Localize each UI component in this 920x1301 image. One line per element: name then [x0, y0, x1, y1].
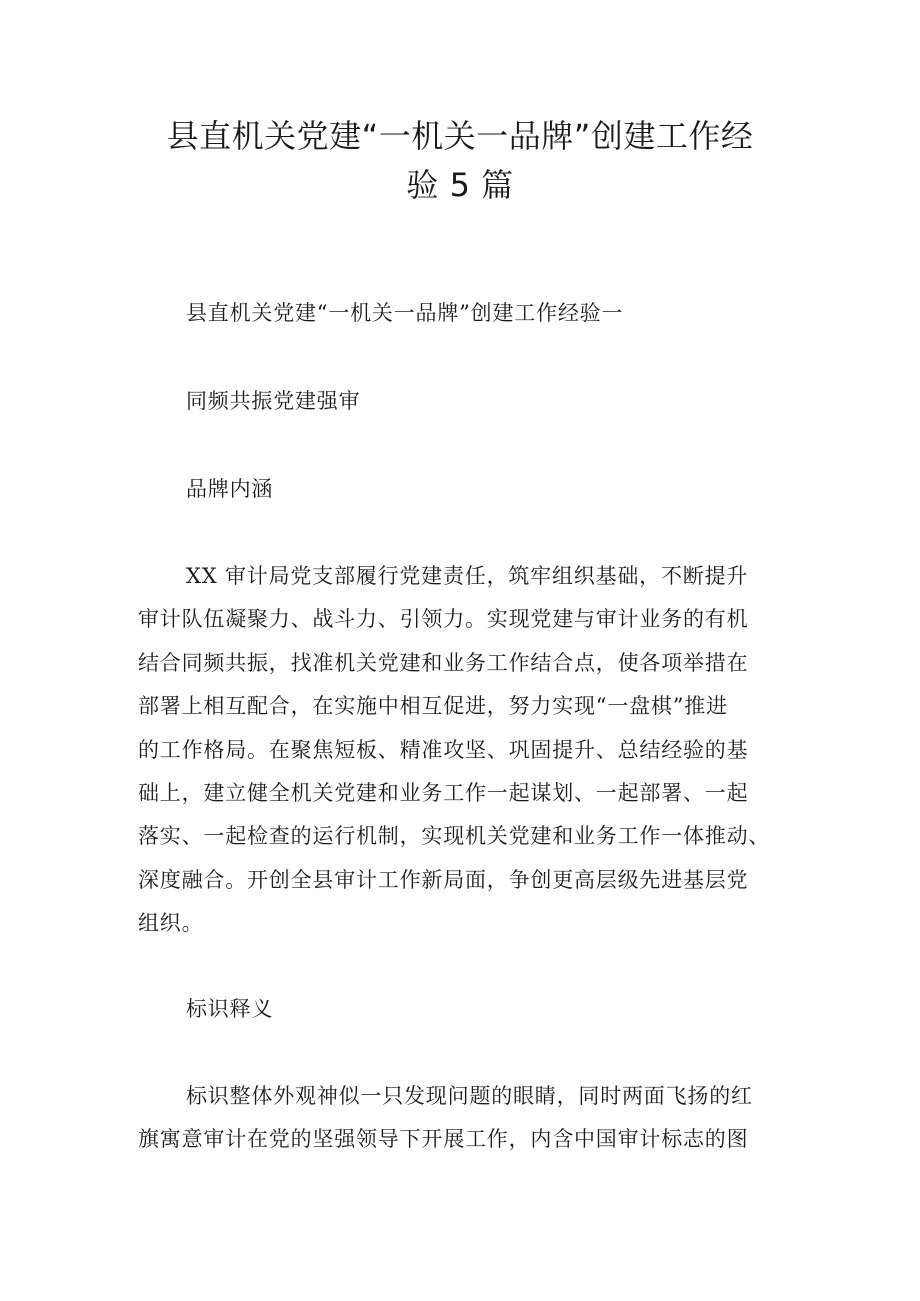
paragraph-logo-meaning [138, 1075, 788, 1162]
document-subtitle: 县直机关党建“一机关一品牌”创建工作经验一 [186, 301, 624, 325]
document-title [100, 112, 820, 210]
paragraph-line: 组织。 [138, 911, 204, 936]
document-title-line-2: 验 5 篇 [406, 166, 514, 204]
paragraph-line: 标识整体外观神似一只发现问题的眼睛，同时两面飞扬的红 [186, 1084, 753, 1108]
section-heading-logo-meaning: 标识释义 [186, 997, 274, 1021]
paragraph-line: 审计队伍凝聚力、战斗力、引领力。实现党建与审计业务的有机 [138, 607, 749, 632]
paragraph-line: 础上，建立健全机关党建和业务工作一起谋划、一起部署、一起 [138, 781, 749, 806]
paragraph-line: 旗寓意审计在党的坚强领导下开展工作，内含中国审计标志的图 [138, 1127, 749, 1152]
section-heading-pinpai-neihan: 品牌内涵 [186, 477, 274, 501]
paragraph-line: XX 审计局党支部履行党建责任，筑牢组织基础，不断提升 [186, 564, 749, 588]
paragraph-line: 结合同频共振，找准机关党建和业务工作结合点，使各项举措在 [138, 650, 749, 675]
document-title-line-1: 县直机关党建“一机关一品牌”创建工作经 [166, 117, 754, 155]
paragraph-line: 深度融合。开创全县审计工作新局面，争创更高层级先进基层党 [138, 867, 749, 892]
paragraph-line: 部署上相互配合，在实施中相互促进，努力实现“一盘棋”推进 [138, 694, 728, 719]
section-heading-tongpin: 同频共振党建强审 [186, 389, 361, 413]
paragraph-line: 的工作格局。在聚焦短板、精准攻坚、巩固提升、总结经验的基 [138, 737, 749, 762]
paragraph-brand-connotation [138, 555, 788, 946]
paragraph-line: 落实、一起检查的运行机制，实现机关党建和业务工作一体推动、 [138, 824, 771, 849]
